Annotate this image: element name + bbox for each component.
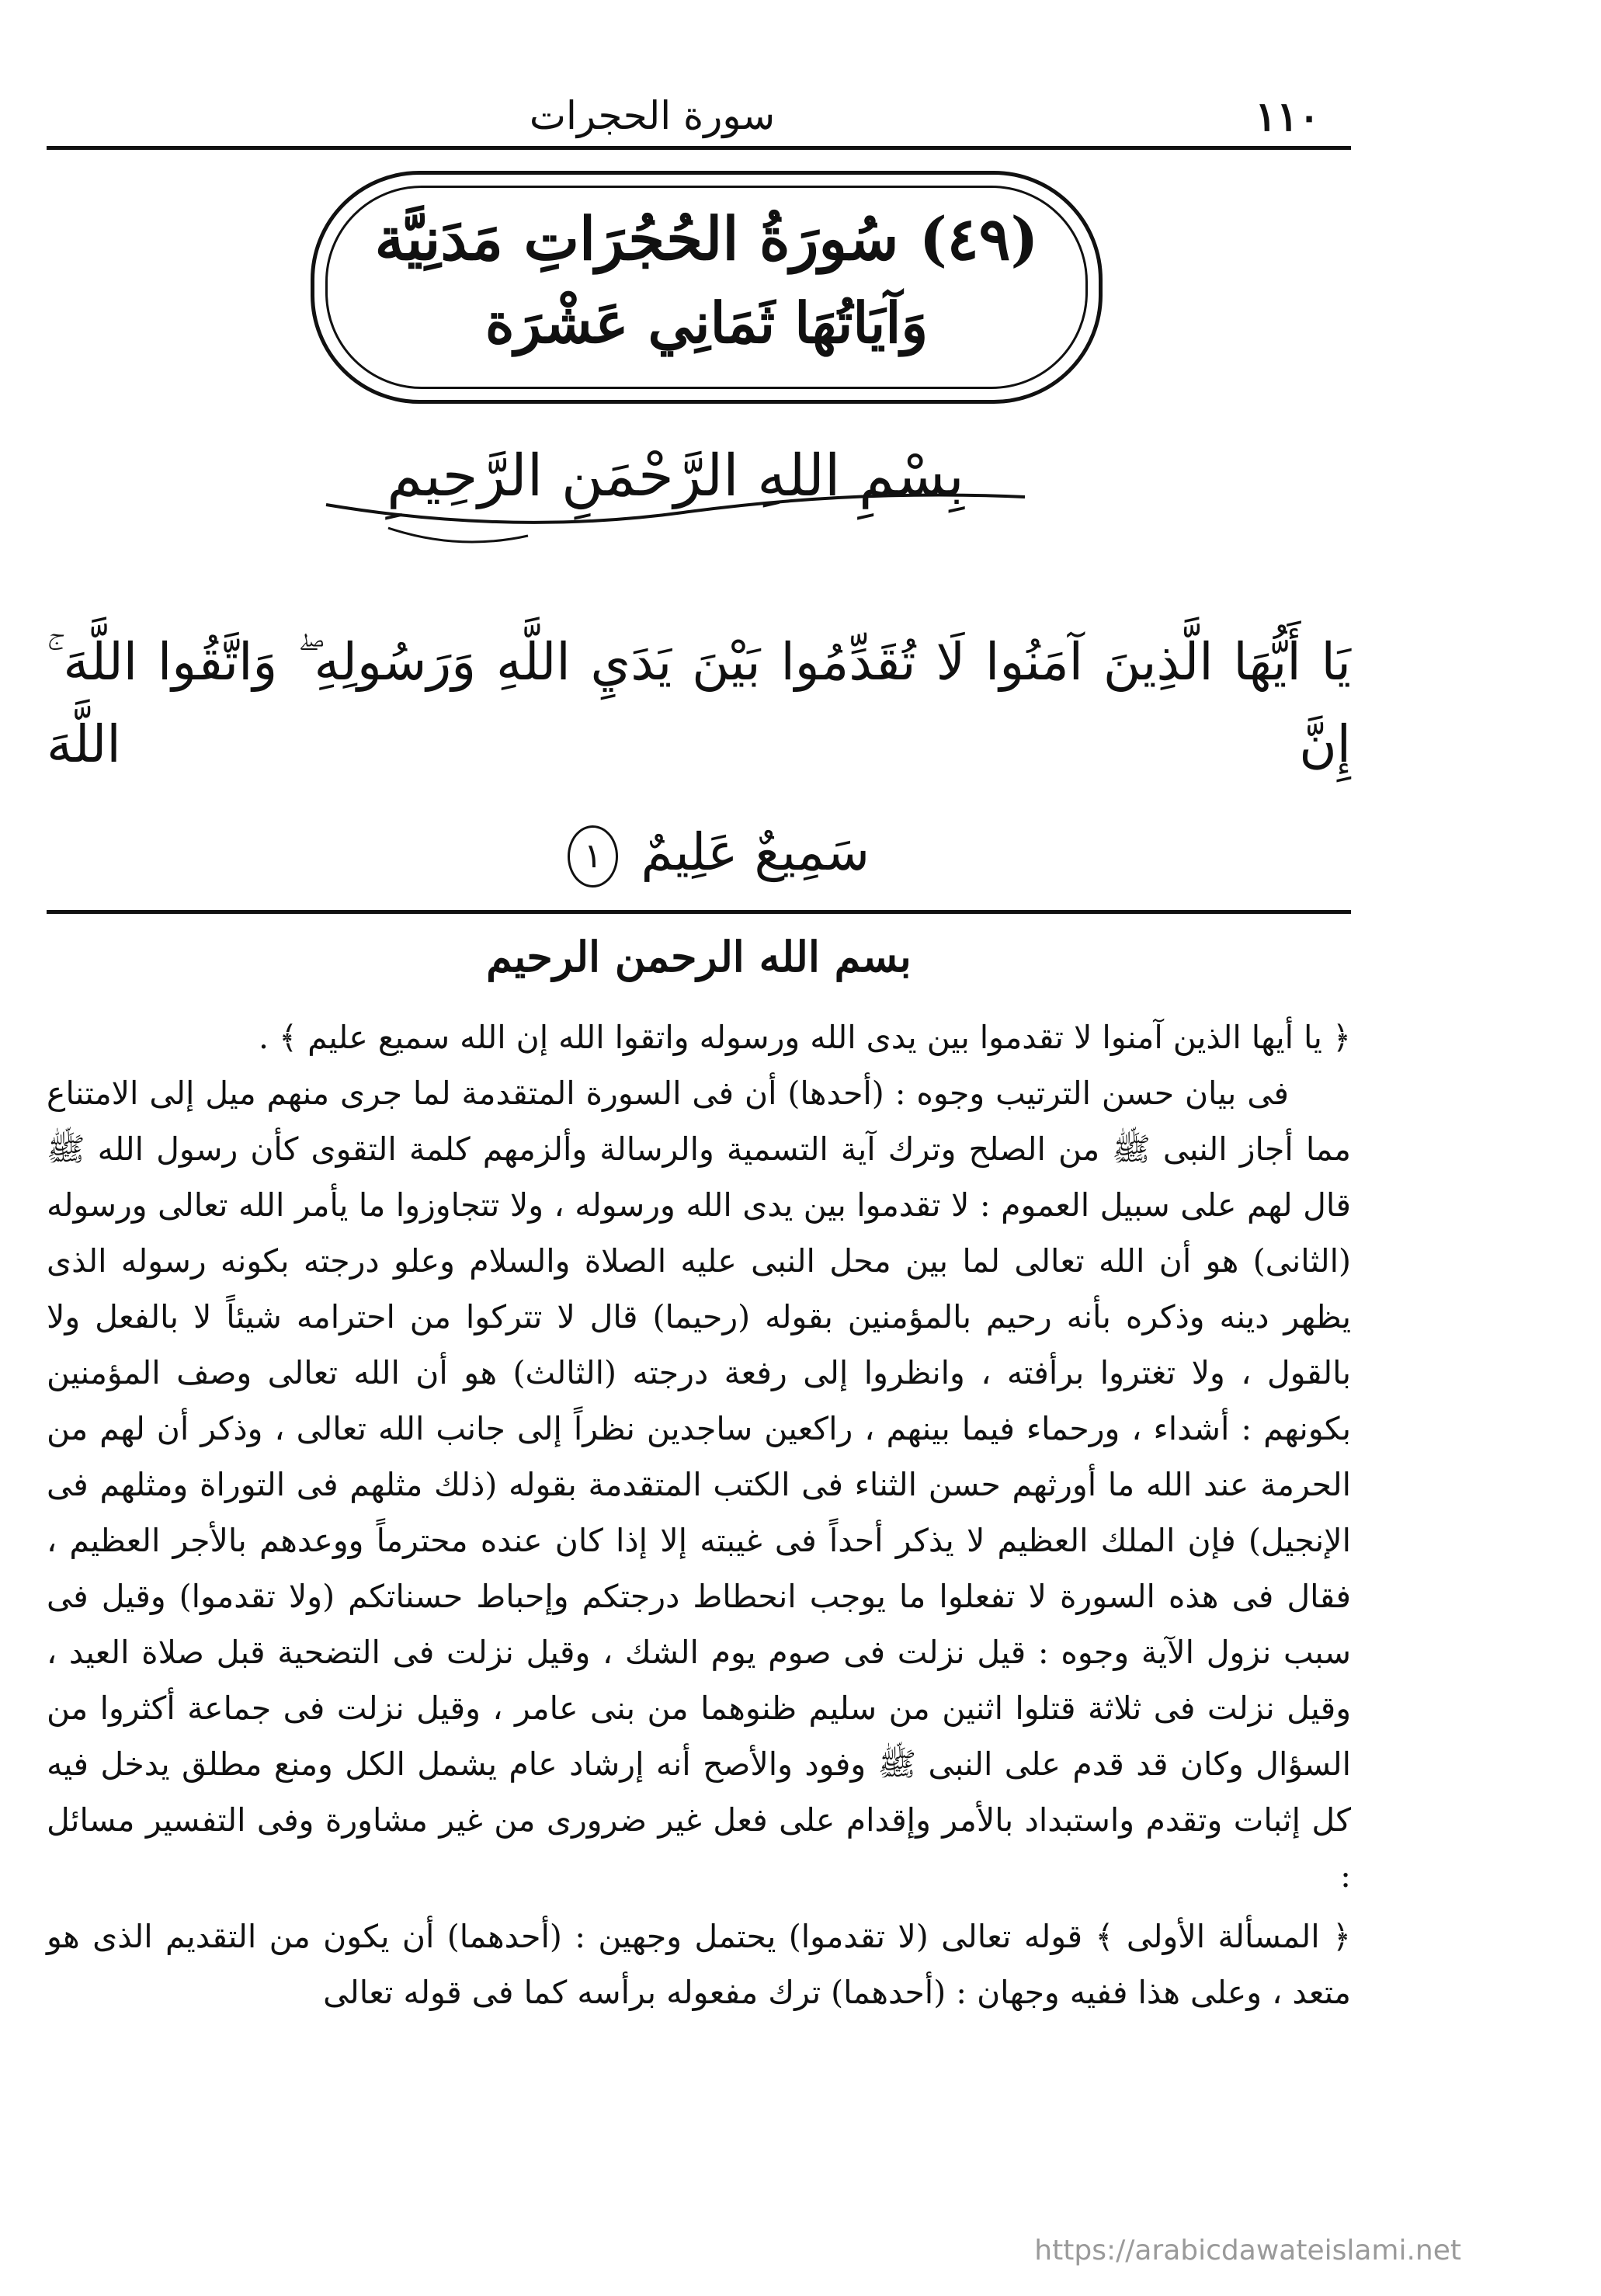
- tafsir-paragraph: ﴿ المسألة الأولى ﴾ قوله تعالى (لا تقدموا) يحتمل وجهين : (أحدهما) أن يكون من التقديم الذى هو متعد ، وعلى هذا ففيه وجهان : (أحدهما) ترك مفعوله برأسه كما فى قوله تعالى: [47, 1918, 1351, 2011]
- ayah-number-marker: ١: [568, 825, 619, 887]
- page-number: ١١٠: [1255, 93, 1320, 141]
- section-rule: [47, 910, 1351, 914]
- verse-line-1: يَا أَيُّهَا الَّذِينَ آمَنُوا لَا تُقَدِّمُوا بَيْنَ يَدَيِ اللَّهِ وَرَسُولِهِ ۖ وَاتَّقُوا اللَّهَ ۚ إِنَّ اللَّهَ: [47, 632, 1351, 774]
- quran-verse: [47, 621, 1351, 894]
- running-header: [47, 85, 1351, 155]
- tafsir-heading: بسم الله الرحمن الرحيم: [486, 932, 912, 981]
- watermark-url: https://arabicdawateislami.net: [1034, 2235, 1461, 2266]
- running-title: سورة الحجرات: [529, 93, 776, 138]
- tafsir-paragraph: فى بيان حسن الترتيب وجوه : (أحدها) أن فى السورة المتقدمة لما جرى منهم ميل إلى الامتناع مما أجاز النبى ﷺ من الصلح وترك آية التسمية والرسالة وألزمهم كلمة التقوى كأن رسول الله ﷺ قال لهم على سبيل العموم : لا تقدموا بين يدى الله ورسوله ، ولا تتجاوزوا ما يأمر الله تعالى ورسوله (الثانى) هو أن الله تعالى لما بين محل النبى عليه الصلاة والسلام وعلو درجته بكونه رسوله الذى يظهر دينه وذكره بأنه رحيم بالمؤمنين بقوله (رحيما) قال لا تتركوا من احترامه شيئاً لا بالفعل ولا بالقول ، ولا تغتروا برأفته ، وانظروا إلى رفعة درجته (الثالث) هو أن الله تعالى وصف المؤمنين بكونهم : أشداء ، ورحماء فيما بينهم ، راكعين ساجدين نظراً إلى جانب الله تعالى ، وذكر أن لهم من الحرمة عند الله ما أورثهم حسن الثناء فى الكتب المتقدمة بقوله (ذلك مثلهم فى التوراة ومثلهم فى الإنجيل) فإن الملك العظيم لا يذكر أحداً فى غيبته إلا إذا كان عنده محترماً ووعدهم بالأجر العظيم ، فقال فى هذه السورة لا تفعلوا ما يوجب انحطاط درجتكم وإحباط حسناتكم (ولا تقدموا) وقيل فى سبب نزول الآية وجوه : قيل نزلت فى صوم يوم الشك ، وقيل نزلت فى التضحية قبل صلاة العيد ، وقيل نزلت فى ثلاثة قتلوا اثنين من سليم ظنوهما من بنى عامر ، وقيل نزلت فى جماعة أكثروا من السؤال وكان قد قدم على النبى ﷺ وفود والأصح أنه إرشاد عام يشمل الكل ومنع مطلق يدخل فيه كل إثبات وتقدم واستبداد بالأمر وإقدام على فعل غير ضرورى من غير مشاورة وفى التفسير مسائل :: [47, 1075, 1351, 1895]
- book-page: [47, 62, 1351, 2267]
- verse-line-2-text: سَمِيعٌ عَلِيمٌ: [641, 822, 870, 883]
- surah-verse-count: وَآيَاتُهَا ثَمَانِي عَشْرَة: [484, 290, 929, 356]
- verse-line-2: [47, 811, 1351, 894]
- surah-title-cartouche: [311, 171, 1103, 404]
- basmala-calligraphy: [280, 419, 1071, 559]
- surah-title: (٤٩) سُورَةُ الحُجُرَاتِ مَدَنِيَّة: [374, 204, 1039, 273]
- tafsir-verse-quote: ﴿ يا أيها الذين آمنوا لا تقدموا بين يدى الله ورسوله واتقوا الله إن الله سميع عليم ﴾ .: [259, 1019, 1351, 1056]
- header-rule: [47, 146, 1351, 150]
- basmala-calligraphy-text: بِسْمِ اللهِ الرَّحْمَنِ الرَّحِيمِ: [387, 443, 964, 509]
- tafsir-body: [47, 1009, 1351, 2020]
